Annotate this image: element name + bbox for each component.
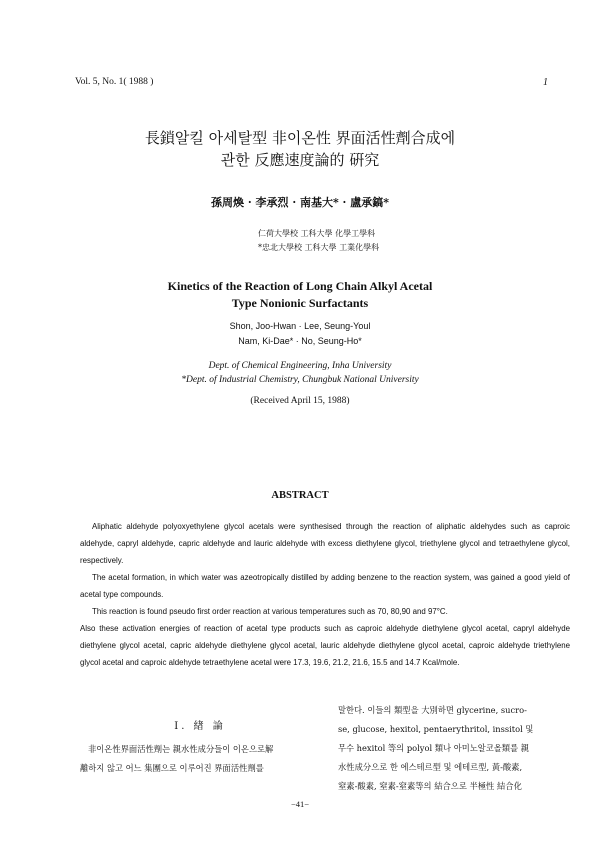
body-left-column bbox=[80, 740, 320, 778]
body-right-line-2: se, glucose, hexitol, pentaerythritol, inssitol 및 bbox=[338, 724, 534, 734]
english-authors-line-2: Nam, Ki-Dae* · No, Seung-Ho* bbox=[238, 336, 362, 346]
korean-title-line-1: 長鎖알킬 아세탈型 非이온性 界面活性劑合成에 bbox=[144, 129, 456, 147]
english-affiliation-1: Dept. of Chemical Engineering, Inha University bbox=[208, 361, 392, 371]
body-right-line-5: 窒素-酸素, 窒素-窒素等의 結合으로 半極性 結合化 bbox=[338, 781, 522, 791]
page-mark: 1 bbox=[543, 77, 548, 88]
page-number: −41− bbox=[290, 799, 310, 809]
abstract-paragraph-3: This reaction is found pseudo first order reaction at various temperatures such as 70, 80,90 and 97°C. bbox=[92, 607, 448, 616]
section-heading-introduction: I. 緖 論 bbox=[174, 721, 226, 732]
english-affiliation-2: *Dept. of Industrial Chemistry, Chungbuk National University bbox=[181, 375, 419, 385]
body-left-line-2: 離하지 않고 어느 集團으로 이루어진 界面活性劑를 bbox=[80, 763, 264, 773]
journal-volume: Vol. 5, No. 1( 1988 ) bbox=[75, 77, 154, 87]
english-title-line-2: Type Nonionic Surfactants bbox=[231, 296, 369, 310]
korean-authors: 孫周煥 · 李承烈 · 南基大* · 盧承鎬* bbox=[211, 196, 389, 209]
english-authors bbox=[0, 319, 600, 349]
received-date: (Received April 15, 1988) bbox=[250, 396, 350, 406]
body-right-line-1: 말한다. 이들의 類型을 大別하면 glycerine, sucro- bbox=[338, 705, 527, 715]
abstract-heading: ABSTRACT bbox=[271, 490, 329, 501]
abstract-body bbox=[80, 518, 570, 671]
abstract-paragraph-2: The acetal formation, in which water was azeotropically distilled by adding benzene to the reaction system, was gained a good yield of acetal type compounds. bbox=[80, 573, 570, 599]
body-right-line-3: 무수 hexitol 等의 polyol 類나 아미노알코올類를 親 bbox=[338, 743, 530, 753]
abstract-paragraph-1: Aliphatic aldehyde polyoxyethylene glycol acetals were synthesised through the reaction of aliphatic aldehydes such as caproic aldehyde, capryl aldehyde, capric aldehyde and lauric aldehyde with excess diethylene glycol, triethylene glycol and tetraethylene glycol, respectively. bbox=[80, 522, 570, 565]
english-title-line-1: Kinetics of the Reaction of Long Chain Alkyl Acetal bbox=[167, 279, 433, 293]
body-left-line-1: 非이온性界面活性劑는 親水性成分들이 이온으로解 bbox=[88, 744, 274, 754]
abstract-paragraph-4: Also these activation energies of reaction of acetal type products such as caproic aldehyde diethylene glycol acetal, capryl aldehyde diethylene glycol acetal, capric aldehyde diethylene glycol acetal, lauric aldehyde diethylene glycol acetal, caproic aldehyde triethylene glycol acetal and caproic aldehyde tetraethylene acetal were 17.3, 19.6, 21.2, 21.6, 15.5 and 14.7 Kcal/mole. bbox=[80, 624, 570, 667]
english-title bbox=[0, 278, 600, 312]
korean-affiliation-1: 仁荷大學校 工科大學 化學工學科 bbox=[258, 229, 376, 238]
body-right-column bbox=[338, 701, 570, 796]
korean-title-line-2: 관한 反應速度論的 硏究 bbox=[220, 151, 380, 169]
english-authors-line-1: Shon, Joo-Hwan · Lee, Seung-Youl bbox=[229, 321, 371, 331]
body-right-line-4: 水性成分으로 한 에스테르型 및 에테르型, 黃-酸素, bbox=[338, 762, 523, 772]
korean-affiliation-2: *忠北大學校 工科大學 工業化學科 bbox=[258, 243, 380, 252]
english-affiliations bbox=[0, 359, 600, 387]
